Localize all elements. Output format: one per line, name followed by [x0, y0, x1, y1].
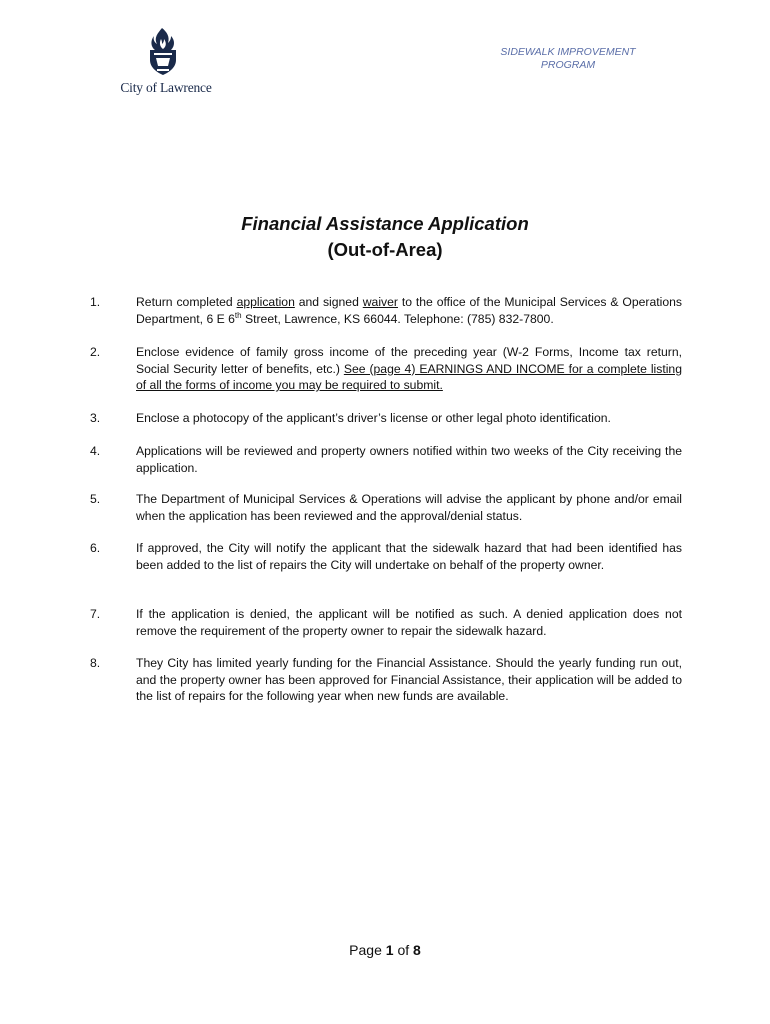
list-item-3 [90, 410, 682, 427]
item-text: They City has limited yearly funding for the Financial Assistance. Should the yearly funding run out, and the property owner has been approved for Financial Assistance, their application will be added to the list of repairs for the following year when new funds are available. [136, 656, 682, 703]
application-link[interactable]: application [236, 295, 295, 309]
item-text: Applications will be reviewed and property owners notified within two weeks of the City receiving the application. [136, 444, 682, 475]
item-number: 7. [90, 607, 101, 621]
list-item-6 [90, 540, 682, 573]
list-item-8 [90, 655, 682, 705]
list-item-1 [90, 294, 682, 327]
program-label [480, 46, 656, 72]
item-text: Enclose evidence of family gross income of the preceding year (W-2 Forms, Income tax return, Social Security letter of benefits, etc.) See (page 4) EARNINGS AND INCOME for a complete listing of all the forms of income you may be required to submit. [136, 345, 682, 392]
item-number: 2. [90, 345, 101, 359]
document-title: Financial Assistance Application [241, 213, 529, 234]
item-number: 5. [90, 492, 101, 506]
waiver-link[interactable]: waiver [362, 295, 398, 309]
item-text: The Department of Municipal Services & Operations will advise the applicant by phone and/or email when the application has been reviewed and the approval/denial status. [136, 492, 682, 523]
earnings-income-reference: See (page 4) EARNINGS AND INCOME for a complete listing of all the forms of income you may be required to submit. [136, 361, 682, 392]
program-label-line1: SIDEWALK IMPROVEMENT [500, 46, 636, 58]
document-subtitle: (Out-of-Area) [327, 239, 443, 260]
logo-text: City of Lawrence [120, 80, 212, 95]
list-item-2 [90, 344, 682, 394]
page-indicator: Page 1 of 8 [349, 942, 421, 958]
program-label-line2: PROGRAM [540, 59, 596, 71]
item-number: 4. [90, 444, 101, 458]
flame-shield-icon [148, 26, 178, 76]
item-text: Return completed application and signed waiver to the office of the Municipal Services & Operations Department, 6 E 6th Street, Lawrence, KS 66044. Telephone: (785) 832-7800. [136, 295, 682, 326]
city-logo [118, 26, 214, 98]
item-number: 3. [90, 411, 101, 425]
list-item-7 [90, 606, 682, 639]
list-item-4 [90, 443, 682, 476]
item-text: Enclose a photocopy of the applicant’s driver’s license or other legal photo identification. [136, 411, 611, 425]
item-number: 6. [90, 541, 101, 555]
item-number: 8. [90, 656, 101, 670]
list-item-5 [90, 491, 682, 524]
current-page: 1 [385, 942, 394, 958]
item-text: If the application is denied, the applicant will be notified as such. A denied application does not remove the requirement of the property owner to repair the sidewalk hazard. [136, 607, 682, 638]
item-number: 1. [90, 295, 101, 309]
total-pages: 8 [413, 942, 421, 958]
item-text: If approved, the City will notify the applicant that the sidewalk hazard that had been identified has been added to the list of repairs the City will undertake on behalf of the property owner. [136, 541, 682, 572]
